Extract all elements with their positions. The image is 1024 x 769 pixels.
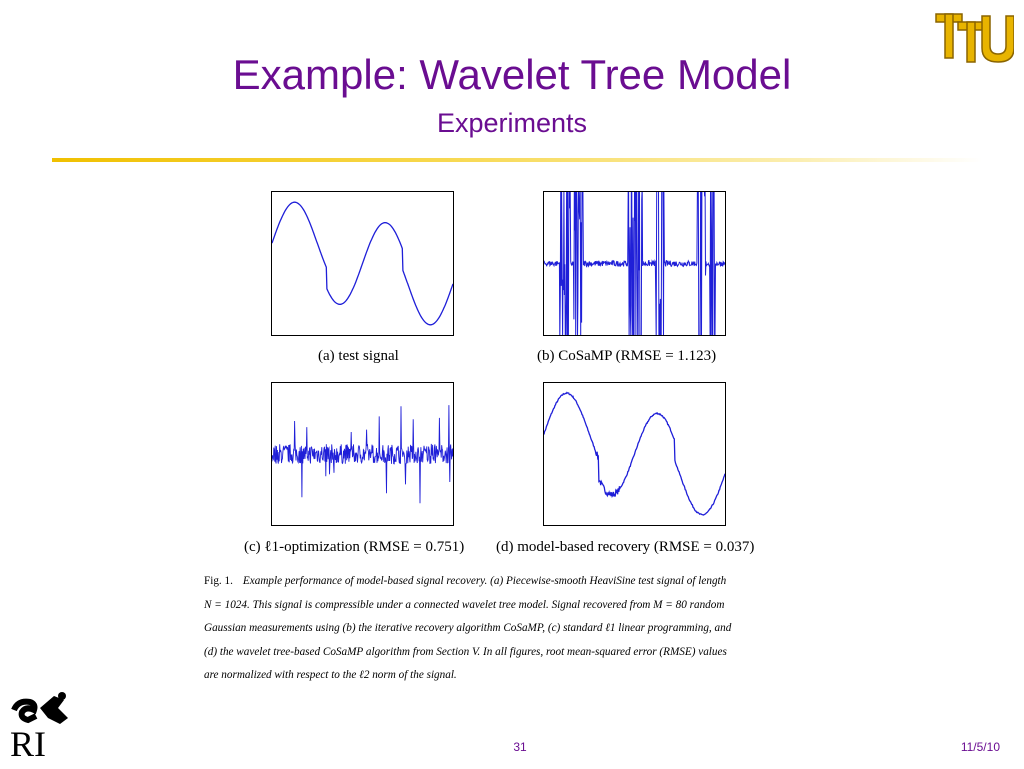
plot-a-caption: (a) test signal [318,348,399,364]
figure-caption [204,570,824,688]
plot-b-cosamp [543,191,726,336]
caption-line-3: Gaussian measurements using (b) the iterative recovery algorithm CoSaMP, (c) standard ℓ1 linear programming, and [204,622,732,634]
slide-date: 11/5/10 [960,740,1000,754]
ttu-logo-icon [930,8,1014,68]
plot-b-line [544,192,725,335]
plot-b-caption: (b) CoSaMP (RMSE = 1.123) [537,348,717,364]
plot-a-test-signal [271,191,454,336]
caption-line-4: (d) the wavelet tree-based CoSaMP algorithm from Section V. In all figures, root mean-squared error (RMSE) values [204,645,727,658]
plot-c-l1 [271,382,454,526]
plot-d-model-based [543,382,726,526]
plot-d-line [544,393,725,516]
svg-text:RI: RI [10,724,46,764]
ri-logo-icon [6,688,80,764]
title-divider [52,158,982,162]
slide-title: Example: Wavelet Tree Model [232,51,792,98]
caption-line-1: Fig. 1. Example performance of model-based signal recovery. (a) Piecewise-smooth HeaviSine test signal of length [204,575,727,587]
plot-c-line [272,405,453,503]
page-number: 31 [513,740,527,754]
plot-c-caption: (c) ℓ1-optimization (RMSE = 0.751) [244,539,465,555]
caption-line-2: N = 1024. This signal is compressible under a connected wavelet tree model. Signal recovered from M = 80 random [204,598,725,611]
plot-a-line [272,202,453,325]
slide-subtitle: Experiments [436,108,588,138]
plot-d-caption: (d) model-based recovery (RMSE = 0.037) [496,539,755,555]
caption-line-5: are normalized with respect to the ℓ2 norm of the signal. [204,669,457,681]
